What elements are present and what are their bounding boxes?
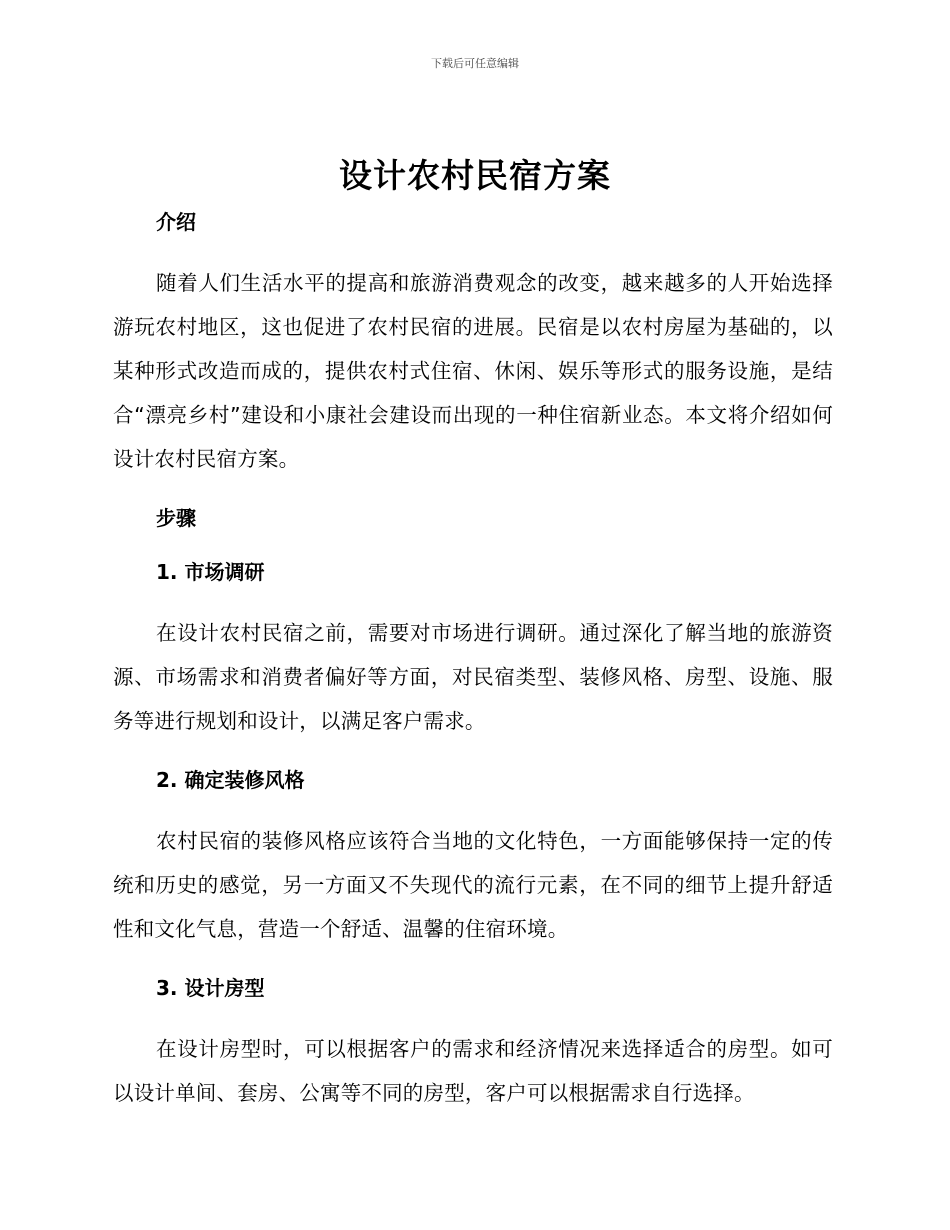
step-2-heading: 2. 确定装修风格 [156,768,305,792]
document-title: 设计农村民宿方案 [339,156,611,195]
document-body [113,205,833,1115]
step-3-heading: 3. 设计房型 [156,976,265,1000]
steps-heading: 步骤 [156,506,196,530]
step-1-paragraph: 在设计农村民宿之前，需要对市场进行调研。通过深化了解当地的旅游资源、市场需求和消费者偏好等方面，对民宿类型、装修风格、房型、设施、服务等进行规划和设计，以满足客户需求。 [113,621,833,733]
step-2-paragraph: 农村民宿的装修风格应该符合当地的文化特色，一方面能够保持一定的传统和历史的感觉，另一方面又不失现代的流行元素，在不同的细节上提升舒适性和文化气息，营造一个舒适、温馨的住宿环境。 [113,829,833,941]
page-header-note: 下载后可任意编辑 [431,57,519,70]
intro-paragraph: 随着人们生活水平的提高和旅游消费观念的改变，越来越多的人开始选择游玩农村地区，这也促进了农村民宿的进展。民宿是以农村房屋为基础的，以某种形式改造而成的，提供农村式住宿、休闲、娱乐等形式的服务设施，是结合“漂亮乡村”建设和小康社会建设而出现的一种住宿新业态。本文将介绍如何设计农村民宿方案。 [113,271,833,471]
intro-heading: 介绍 [156,210,196,234]
step-3-paragraph: 在设计房型时，可以根据客户的需求和经济情况来选择适合的房型。如可以设计单间、套房、公寓等不同的房型，客户可以根据需求自行选择。 [113,1037,833,1105]
step-1-heading: 1. 市场调研 [156,560,265,584]
